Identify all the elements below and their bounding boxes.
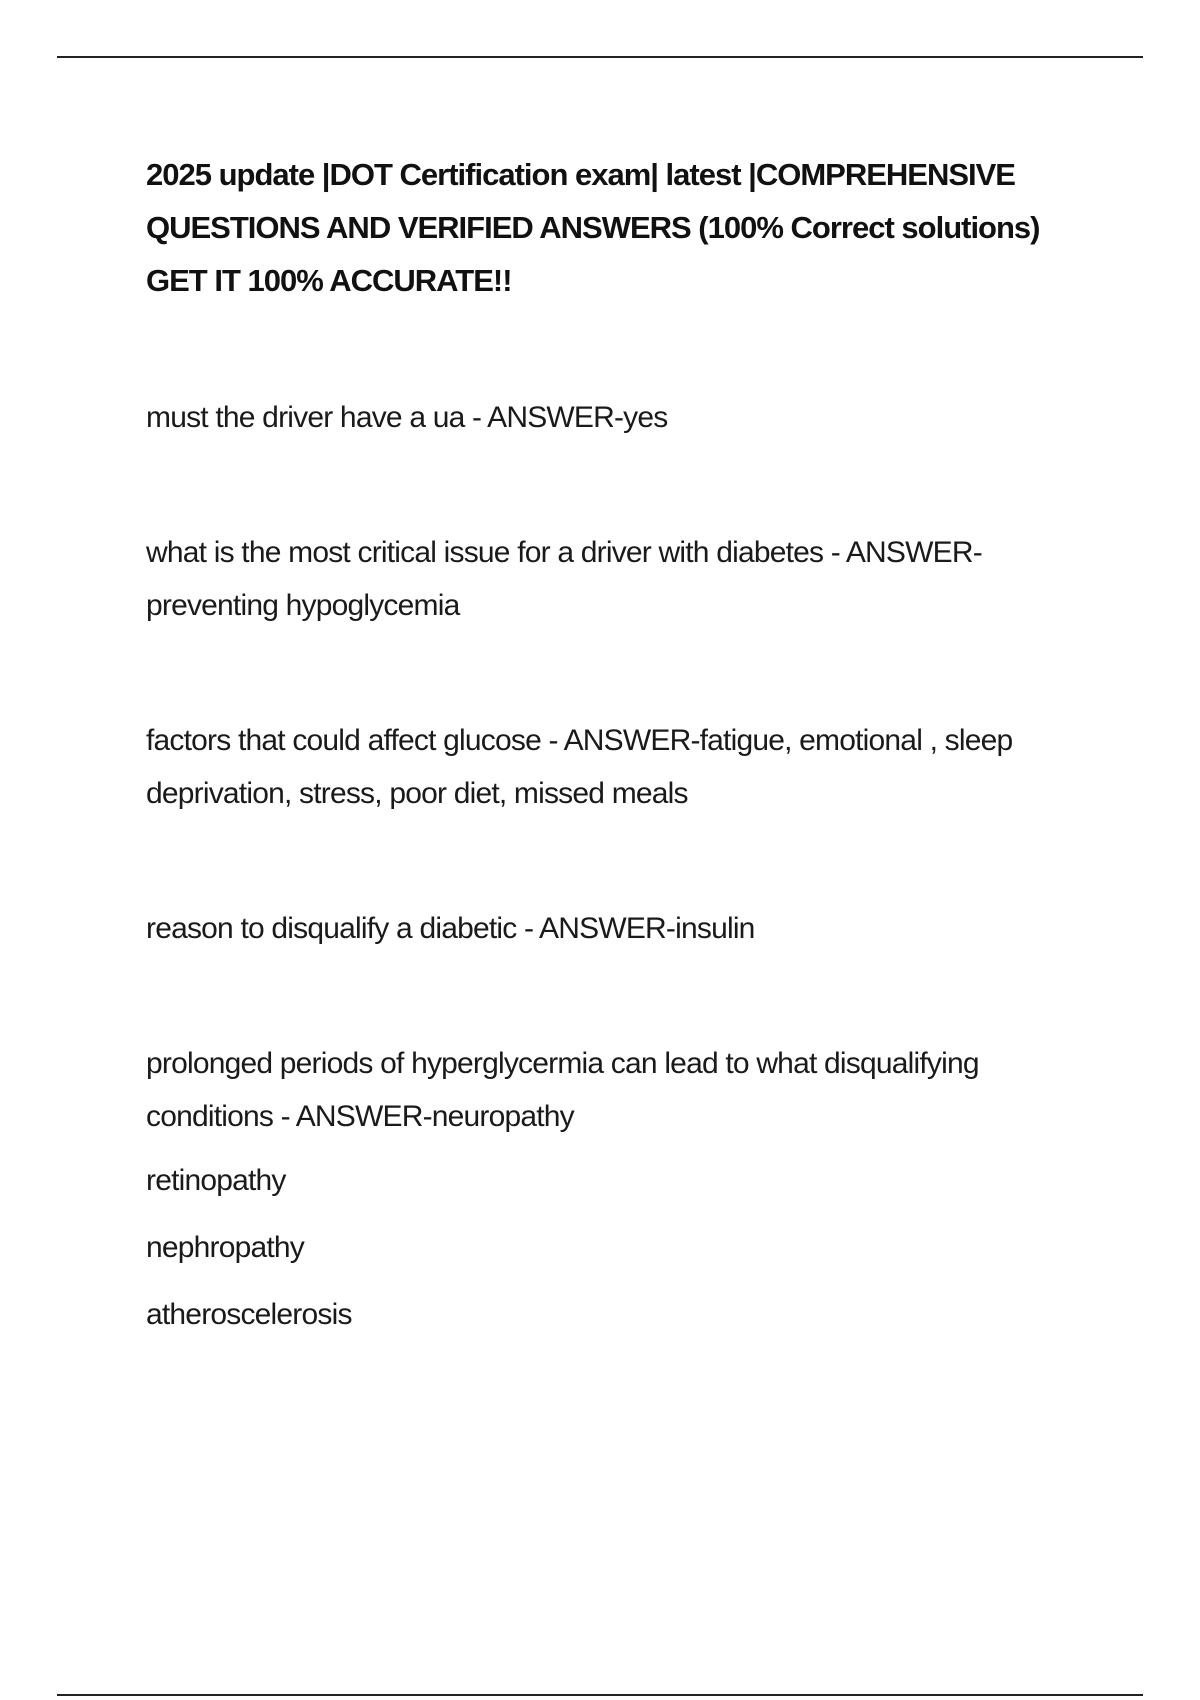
continuation-line: nephropathy xyxy=(146,1231,305,1264)
page-content xyxy=(146,148,1096,1344)
qa-item: factors that could affect glucose - ANSWER-fatigue, emotional , sleep deprivation, stress, poor diet, missed meals xyxy=(146,724,1013,810)
footer-rule xyxy=(57,1694,1143,1696)
continuation-line: retinopathy xyxy=(146,1164,286,1197)
qa-item: reason to disqualify a diabetic - ANSWER-insulin xyxy=(146,912,755,945)
qa-item: what is the most critical issue for a driver with diabetes - ANSWER-preventing hypoglycemia xyxy=(146,536,982,622)
document-title: 2025 update |DOT Certification exam| latest |COMPREHENSIVE QUESTIONS AND VERIFIED ANSWERS (100% Correct solutions) GET IT 100% ACCURATE!! xyxy=(146,157,1040,298)
continuation-line: atheroscelerosis xyxy=(146,1298,352,1331)
qa-item: prolonged periods of hyperglycermia can lead to what disqualifying conditions - ANSWER-neuropathy xyxy=(146,1047,979,1133)
answer-continuation xyxy=(146,1152,1096,1344)
qa-list xyxy=(146,391,1096,1344)
qa-item: must the driver have a ua - ANSWER-yes xyxy=(146,401,668,434)
header-rule xyxy=(57,56,1143,58)
